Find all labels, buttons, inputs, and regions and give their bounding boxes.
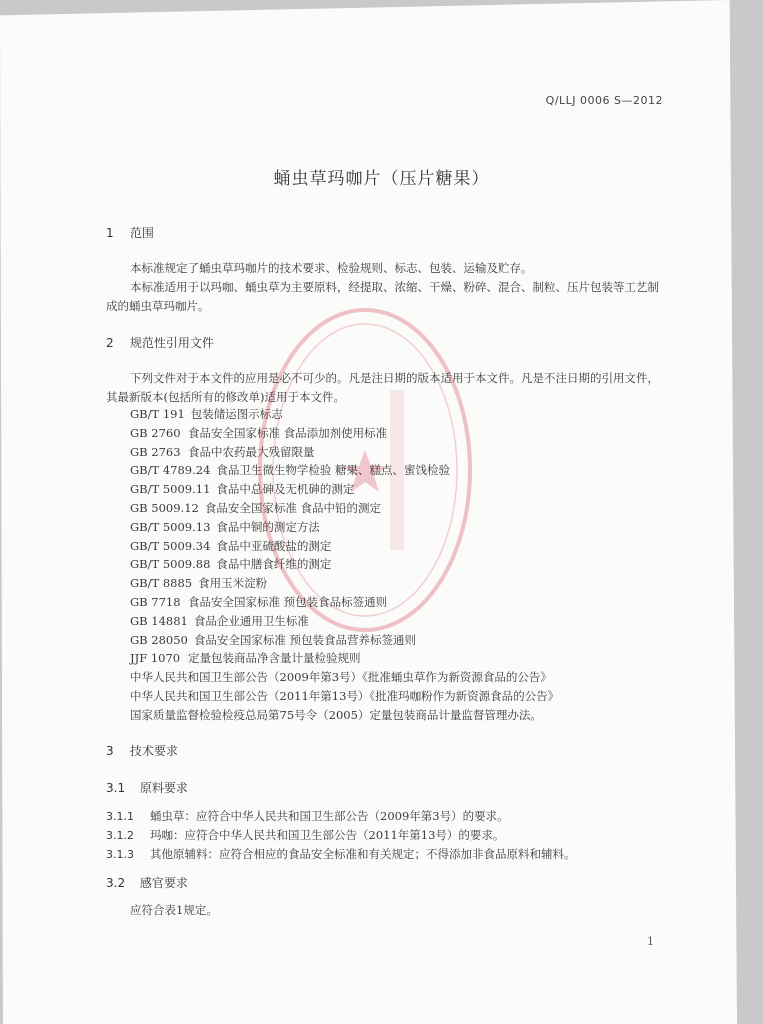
subsection-3-2-heading: [106, 874, 188, 891]
reference-item: GB/T 5009.88 食品中膳食纤维的测定: [130, 557, 332, 572]
document-title: 蛹虫草玛咖片（压片糖果）: [273, 169, 490, 189]
section-3-heading: [106, 742, 178, 759]
requirement-item: 3.1.2 玛咖：应符合中华人民共和国卫生部公告（2011年第13号）的要求。: [106, 828, 505, 842]
scope-paragraph-2: 本标准适用于以玛咖、蛹虫草为主要原料，经提取、浓缩、干燥、粉碎、混合、制粒、压片包装等工艺制成的蛹虫草玛咖片。: [106, 280, 659, 313]
normative-reference-list: [130, 405, 559, 725]
reference-item: JJF 1070 定量包装商品净含量计量检验规则: [130, 651, 361, 666]
section-number: 3: [106, 744, 114, 758]
sensory-requirement-text: 应符合表1规定。: [130, 903, 218, 917]
reference-item: GB/T 4789.24 食品卫生微生物学检验 糖果、糕点、蜜饯检验: [130, 463, 451, 478]
reference-item: GB/T 5009.11 食品中总砷及无机砷的测定: [130, 482, 355, 497]
subsection-title: 感官要求: [139, 876, 188, 890]
section-title: 范围: [129, 226, 154, 240]
reference-item: GB/T 5009.34 食品中亚硫酸盐的测定: [130, 538, 332, 553]
reference-item: GB 2763 食品中农药最大残留限量: [130, 444, 315, 459]
subsection-number: 3.2: [106, 876, 126, 890]
reference-item: GB 14881 食品企业通用卫生标准: [130, 613, 309, 628]
reference-item: GB 7718 食品安全国家标准 预包装食品标签通则: [130, 594, 388, 609]
reference-item: GB/T 191 包装储运图示标志: [130, 407, 283, 421]
scope-paragraph-1: 本标准规定了蛹虫草玛咖片的技术要求、检验规则、标志、包装、运输及贮存。: [130, 261, 533, 275]
references-intro: 下列文件对于本文件的应用是必不可少的。凡是注日期的版本适用于本文件。凡是不注日期的引用文件，其最新版本(包括所有的修改单)适用于本文件。: [106, 371, 659, 404]
requirement-item: 3.1.1 蛹虫草：应符合中华人民共和国卫生部公告（2009年第3号）的要求。: [106, 809, 509, 823]
subsection-3-1-heading: [106, 779, 188, 796]
section-title: 技术要求: [129, 744, 178, 758]
section-2-heading: [106, 334, 214, 351]
requirement-item: 3.1.3 其他原辅料：应符合相应的食品安全标准和有关规定；不得添加非食品原料和辅料。: [106, 847, 576, 861]
page-number: 1: [647, 935, 654, 948]
section-1-heading: [106, 224, 154, 241]
standard-code: Q/LLJ 0006 S—2012: [545, 94, 663, 107]
section-title: 规范性引用文件: [129, 336, 214, 350]
section-number: 1: [106, 226, 114, 240]
subsection-number: 3.1: [106, 781, 126, 795]
subsection-title: 原料要求: [139, 781, 188, 795]
reference-item: GB/T 5009.13 食品中铜的测定方法: [130, 519, 320, 534]
reference-item: GB 2760 食品安全国家标准 食品添加剂使用标准: [130, 425, 388, 440]
reference-item: GB 28050 食品安全国家标准 预包装食品营养标签通则: [130, 632, 417, 647]
reference-item: GB 5009.12 食品安全国家标准 食品中铅的测定: [130, 500, 382, 515]
reference-item: GB/T 8885 食用玉米淀粉: [130, 576, 268, 591]
section-number: 2: [106, 336, 114, 350]
notice-item: 中华人民共和国卫生部公告（2011年第13号）《批准玛咖粉作为新资源食品的公告》: [130, 688, 560, 703]
notice-item: 国家质量监督检验检疫总局第75号令（2005）定量包装商品计量监督管理办法。: [130, 707, 542, 722]
notice-item: 中华人民共和国卫生部公告（2009年第3号）《批准蛹虫草作为新资源食品的公告》: [130, 670, 552, 685]
